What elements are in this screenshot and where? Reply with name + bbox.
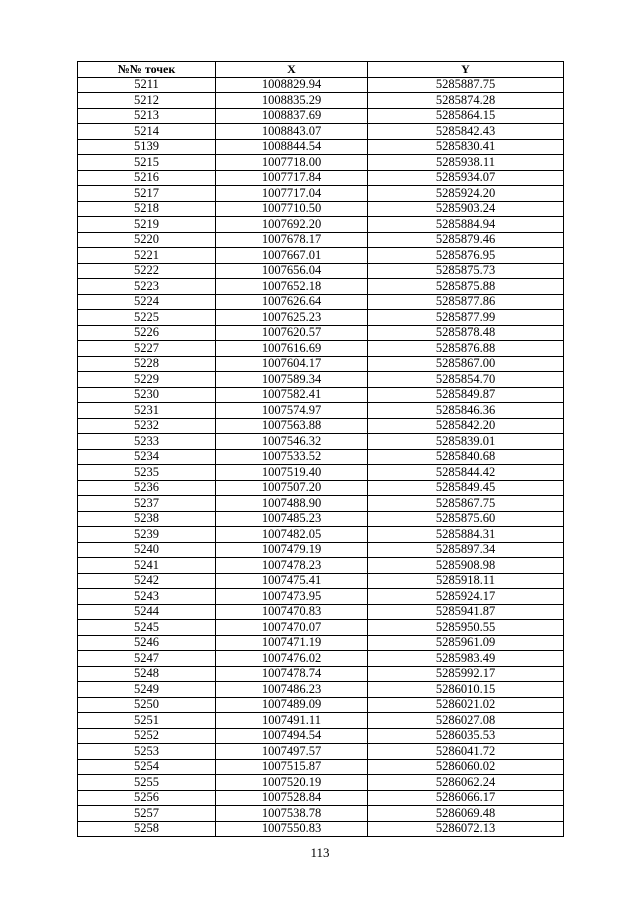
column-header-y: Y [368, 62, 564, 78]
cell-x: 1007479.19 [216, 542, 368, 558]
cell-y: 5285884.31 [368, 527, 564, 543]
cell-x: 1007626.64 [216, 294, 368, 310]
table-row [78, 651, 564, 667]
cell-x: 1007470.83 [216, 604, 368, 620]
table-row [78, 139, 564, 155]
cell-x: 1007478.74 [216, 666, 368, 682]
cell-y: 5285874.28 [368, 93, 564, 109]
cell-point-number: 5230 [78, 387, 216, 403]
cell-x: 1007519.40 [216, 465, 368, 481]
cell-y: 5285864.15 [368, 108, 564, 124]
cell-x: 1007574.97 [216, 403, 368, 419]
cell-point-number: 5258 [78, 821, 216, 837]
cell-y: 5286027.08 [368, 713, 564, 729]
coordinates-table [77, 61, 564, 837]
table-row [78, 496, 564, 512]
cell-y: 5285867.75 [368, 496, 564, 512]
cell-x: 1007625.23 [216, 310, 368, 326]
cell-y: 5285877.99 [368, 310, 564, 326]
cell-x: 1007491.11 [216, 713, 368, 729]
cell-point-number: 5229 [78, 372, 216, 388]
table-row [78, 806, 564, 822]
table-row [78, 170, 564, 186]
table-row [78, 124, 564, 140]
cell-y: 5285875.73 [368, 263, 564, 279]
cell-x: 1007486.23 [216, 682, 368, 698]
cell-x: 1007485.23 [216, 511, 368, 527]
cell-x: 1007692.20 [216, 217, 368, 233]
cell-x: 1008829.94 [216, 77, 368, 93]
cell-y: 5285934.07 [368, 170, 564, 186]
cell-y: 5285867.00 [368, 356, 564, 372]
table-row [78, 93, 564, 109]
cell-y: 5285849.45 [368, 480, 564, 496]
table-body [78, 77, 564, 837]
cell-point-number: 5225 [78, 310, 216, 326]
cell-y: 5286041.72 [368, 744, 564, 760]
cell-y: 5285878.48 [368, 325, 564, 341]
table-row [78, 186, 564, 202]
table-row [78, 310, 564, 326]
cell-y: 5286021.02 [368, 697, 564, 713]
table-row [78, 759, 564, 775]
cell-x: 1007550.83 [216, 821, 368, 837]
cell-y: 5285938.11 [368, 155, 564, 171]
table-row [78, 573, 564, 589]
cell-x: 1007678.17 [216, 232, 368, 248]
cell-point-number: 5221 [78, 248, 216, 264]
table-row [78, 341, 564, 357]
cell-point-number: 5224 [78, 294, 216, 310]
cell-y: 5286060.02 [368, 759, 564, 775]
cell-point-number: 5227 [78, 341, 216, 357]
cell-point-number: 5217 [78, 186, 216, 202]
table-row [78, 465, 564, 481]
cell-point-number: 5219 [78, 217, 216, 233]
cell-point-number: 5212 [78, 93, 216, 109]
cell-x: 1007528.84 [216, 790, 368, 806]
table-row [78, 387, 564, 403]
table-row [78, 682, 564, 698]
cell-x: 1007589.34 [216, 372, 368, 388]
cell-y: 5285849.87 [368, 387, 564, 403]
page-number: 113 [310, 845, 330, 860]
cell-x: 1007710.50 [216, 201, 368, 217]
cell-point-number: 5215 [78, 155, 216, 171]
cell-x: 1008843.07 [216, 124, 368, 140]
cell-x: 1007488.90 [216, 496, 368, 512]
cell-point-number: 5256 [78, 790, 216, 806]
cell-y: 5285887.75 [368, 77, 564, 93]
cell-y: 5285876.95 [368, 248, 564, 264]
cell-y: 5285842.43 [368, 124, 564, 140]
cell-x: 1007563.88 [216, 418, 368, 434]
cell-point-number: 5213 [78, 108, 216, 124]
cell-x: 1007470.07 [216, 620, 368, 636]
table-row [78, 418, 564, 434]
cell-y: 5285875.60 [368, 511, 564, 527]
cell-point-number: 5233 [78, 434, 216, 450]
cell-y: 5285908.98 [368, 558, 564, 574]
table-row [78, 449, 564, 465]
cell-y: 5285983.49 [368, 651, 564, 667]
cell-point-number: 5235 [78, 465, 216, 481]
cell-x: 1007515.87 [216, 759, 368, 775]
table-row [78, 713, 564, 729]
table-row [78, 294, 564, 310]
table-row [78, 155, 564, 171]
table-row [78, 434, 564, 450]
cell-x: 1007538.78 [216, 806, 368, 822]
table-row [78, 480, 564, 496]
cell-x: 1007652.18 [216, 279, 368, 295]
cell-point-number: 5220 [78, 232, 216, 248]
cell-point-number: 5248 [78, 666, 216, 682]
cell-x: 1007604.17 [216, 356, 368, 372]
cell-point-number: 5239 [78, 527, 216, 543]
cell-x: 1007478.23 [216, 558, 368, 574]
cell-y: 5285877.86 [368, 294, 564, 310]
table-row [78, 372, 564, 388]
table-row [78, 325, 564, 341]
table-row [78, 527, 564, 543]
table-row [78, 201, 564, 217]
table-row [78, 403, 564, 419]
cell-point-number: 5238 [78, 511, 216, 527]
table-row [78, 558, 564, 574]
cell-point-number: 5237 [78, 496, 216, 512]
cell-point-number: 5245 [78, 620, 216, 636]
cell-x: 1008835.29 [216, 93, 368, 109]
cell-x: 1007546.32 [216, 434, 368, 450]
cell-x: 1007473.95 [216, 589, 368, 605]
cell-point-number: 5254 [78, 759, 216, 775]
cell-x: 1007718.00 [216, 155, 368, 171]
cell-x: 1007497.57 [216, 744, 368, 760]
table-row [78, 248, 564, 264]
cell-point-number: 5240 [78, 542, 216, 558]
cell-point-number: 5251 [78, 713, 216, 729]
cell-y: 5286062.24 [368, 775, 564, 791]
cell-x: 1008837.69 [216, 108, 368, 124]
cell-point-number: 5246 [78, 635, 216, 651]
cell-point-number: 5250 [78, 697, 216, 713]
table-row [78, 356, 564, 372]
cell-y: 5286010.15 [368, 682, 564, 698]
table-header-row [78, 62, 564, 78]
cell-x: 1007476.02 [216, 651, 368, 667]
cell-point-number: 5241 [78, 558, 216, 574]
table-row [78, 620, 564, 636]
cell-y: 5285876.88 [368, 341, 564, 357]
cell-y: 5285839.01 [368, 434, 564, 450]
cell-point-number: 5214 [78, 124, 216, 140]
cell-point-number: 5211 [78, 77, 216, 93]
cell-y: 5285897.34 [368, 542, 564, 558]
table-row [78, 232, 564, 248]
cell-point-number: 5249 [78, 682, 216, 698]
cell-y: 5285992.17 [368, 666, 564, 682]
cell-x: 1007471.19 [216, 635, 368, 651]
cell-x: 1007717.84 [216, 170, 368, 186]
cell-y: 5286066.17 [368, 790, 564, 806]
table-row [78, 217, 564, 233]
table-row [78, 542, 564, 558]
cell-y: 5286072.13 [368, 821, 564, 837]
table-row [78, 728, 564, 744]
cell-y: 5285875.88 [368, 279, 564, 295]
cell-point-number: 5222 [78, 263, 216, 279]
cell-y: 5285830.41 [368, 139, 564, 155]
cell-x: 1007507.20 [216, 480, 368, 496]
cell-y: 5285840.68 [368, 449, 564, 465]
cell-y: 5285961.09 [368, 635, 564, 651]
cell-point-number: 5242 [78, 573, 216, 589]
table-row [78, 697, 564, 713]
cell-point-number: 5255 [78, 775, 216, 791]
cell-y: 5285842.20 [368, 418, 564, 434]
cell-y: 5285854.70 [368, 372, 564, 388]
cell-x: 1007717.04 [216, 186, 368, 202]
cell-x: 1007494.54 [216, 728, 368, 744]
cell-x: 1007667.01 [216, 248, 368, 264]
cell-y: 5285924.17 [368, 589, 564, 605]
table-row [78, 108, 564, 124]
cell-point-number: 5231 [78, 403, 216, 419]
table-row [78, 279, 564, 295]
cell-point-number: 5236 [78, 480, 216, 496]
table-row [78, 511, 564, 527]
cell-point-number: 5252 [78, 728, 216, 744]
cell-y: 5285918.11 [368, 573, 564, 589]
cell-x: 1007482.05 [216, 527, 368, 543]
column-header-point-number: №№ точек [78, 62, 216, 78]
cell-y: 5285950.55 [368, 620, 564, 636]
cell-y: 5285884.94 [368, 217, 564, 233]
table-row [78, 790, 564, 806]
cell-point-number: 5234 [78, 449, 216, 465]
cell-y: 5285879.46 [368, 232, 564, 248]
cell-point-number: 5253 [78, 744, 216, 760]
table-row [78, 666, 564, 682]
cell-point-number: 5223 [78, 279, 216, 295]
cell-point-number: 5139 [78, 139, 216, 155]
table-row [78, 821, 564, 837]
cell-y: 5285924.20 [368, 186, 564, 202]
table-row [78, 775, 564, 791]
cell-point-number: 5218 [78, 201, 216, 217]
cell-x: 1007489.09 [216, 697, 368, 713]
table-row [78, 744, 564, 760]
table-row [78, 77, 564, 93]
cell-point-number: 5247 [78, 651, 216, 667]
cell-x: 1008844.54 [216, 139, 368, 155]
table-row [78, 635, 564, 651]
cell-y: 5286069.48 [368, 806, 564, 822]
cell-y: 5285846.36 [368, 403, 564, 419]
cell-point-number: 5244 [78, 604, 216, 620]
table-row [78, 589, 564, 605]
cell-x: 1007533.52 [216, 449, 368, 465]
cell-x: 1007582.41 [216, 387, 368, 403]
cell-point-number: 5243 [78, 589, 216, 605]
cell-x: 1007475.41 [216, 573, 368, 589]
cell-y: 5285903.24 [368, 201, 564, 217]
table-row [78, 263, 564, 279]
cell-point-number: 5226 [78, 325, 216, 341]
cell-point-number: 5257 [78, 806, 216, 822]
cell-point-number: 5228 [78, 356, 216, 372]
cell-y: 5286035.53 [368, 728, 564, 744]
cell-point-number: 5216 [78, 170, 216, 186]
cell-x: 1007616.69 [216, 341, 368, 357]
table-row [78, 604, 564, 620]
cell-x: 1007620.57 [216, 325, 368, 341]
cell-x: 1007520.19 [216, 775, 368, 791]
cell-x: 1007656.04 [216, 263, 368, 279]
cell-y: 5285941.87 [368, 604, 564, 620]
cell-point-number: 5232 [78, 418, 216, 434]
cell-y: 5285844.42 [368, 465, 564, 481]
column-header-x: X [216, 62, 368, 78]
